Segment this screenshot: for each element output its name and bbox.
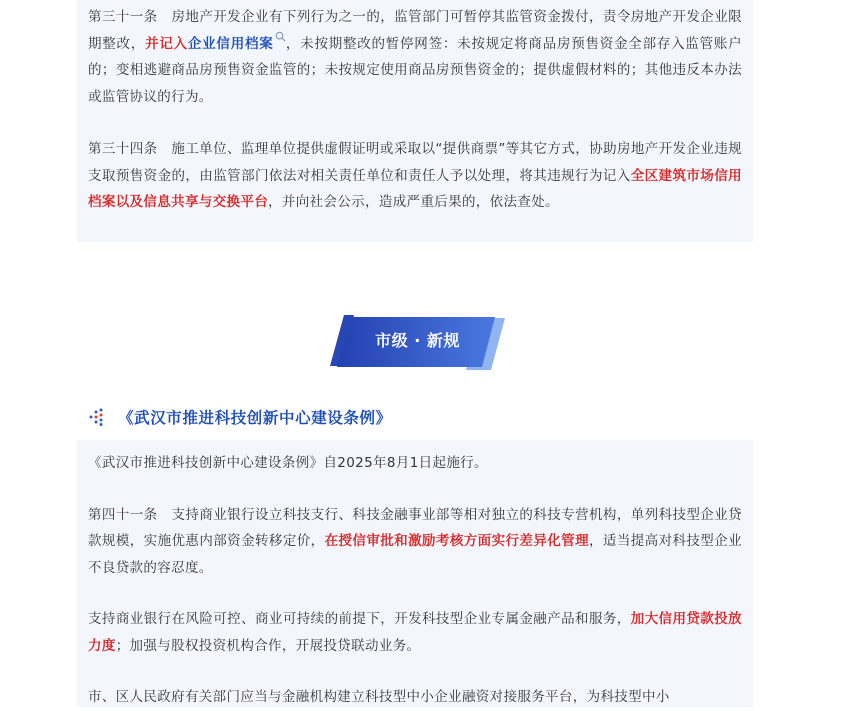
support-banks-paragraph [88,606,742,659]
article-title: 《武汉市推进科技创新中心建设条例》 [118,409,392,427]
article-41-paragraph [88,502,742,582]
article-31-highlight: 并记入 [145,35,188,52]
article-31-paragraph [88,4,742,110]
intro-paragraph: 《武汉市推进科技创新中心建设条例》自2025年8月1日起施行。 [88,455,488,471]
article-34-highlight: 全区建筑市场信用档案以及信息共享与交换平台 [88,167,742,210]
article-31-text-cont: ，未按期整改的暂停网签：未按规定将商品房预售资金全部存入监管账户的；变相逃避商品房预售资金监管的；未按规定使用商品房预售资金的；提供虚假材料的；其他违反本办法或监管协议的行为。 [88,35,743,105]
section-title: 市级 · 新规 [375,331,460,350]
support-banks-text: 支持商业银行在风险可控、商业可持续的前提下，开发科技型企业专属金融产品和服务， [88,611,631,627]
government-paragraph: 市、区人民政府有关部门应当与金融机构建立科技型中小企业融资对接服务平台，为科技型中小 [88,689,670,705]
article-31-text: 第三十一条 房地产开发企业有下列行为之一的，监管部门可暂停其监管资金拨付，责令房地产开发企业限期整改， [88,9,742,52]
regulation-card-top [77,0,753,242]
article-34-paragraph [88,136,742,216]
article-heading [88,404,392,430]
section-banner [330,312,505,372]
article-41-highlight: 在授信审批和激励考核方面实行差异化管理 [324,533,589,549]
article-41-text-cont: ，适当提高对科技型企业不良贷款的容忍度。 [88,533,742,576]
support-banks-text-cont: ；加强与股权投资机构合作，开展投贷联动业务。 [115,637,421,654]
credit-file-link[interactable]: 企业信用档案 [187,35,274,52]
search-icon[interactable] [275,31,286,42]
article-34-text: 第三十四条 施工单位、监理单位提供虚假证明或采取以“提供商票”等其它方式，协助房地产开发企业违规支取预售资金的，由监管部门依法对相关责任单位和责任人予以处理，将其违规行为记入 [88,141,742,184]
regulation-card-bottom [77,440,753,707]
article-41-text: 第四十一条 支持商业银行设立科技支行、科技金融事业部等相对独立的科技专营机构，单列科技型企业贷款规模，实施优惠内部资金转移定价， [88,506,742,549]
support-banks-highlight: 加大信用贷款投放力度 [88,611,742,654]
dots-icon [88,408,104,426]
article-34-text-cont: ，并向社会公示，造成严重后果的，依法查处。 [268,194,559,210]
